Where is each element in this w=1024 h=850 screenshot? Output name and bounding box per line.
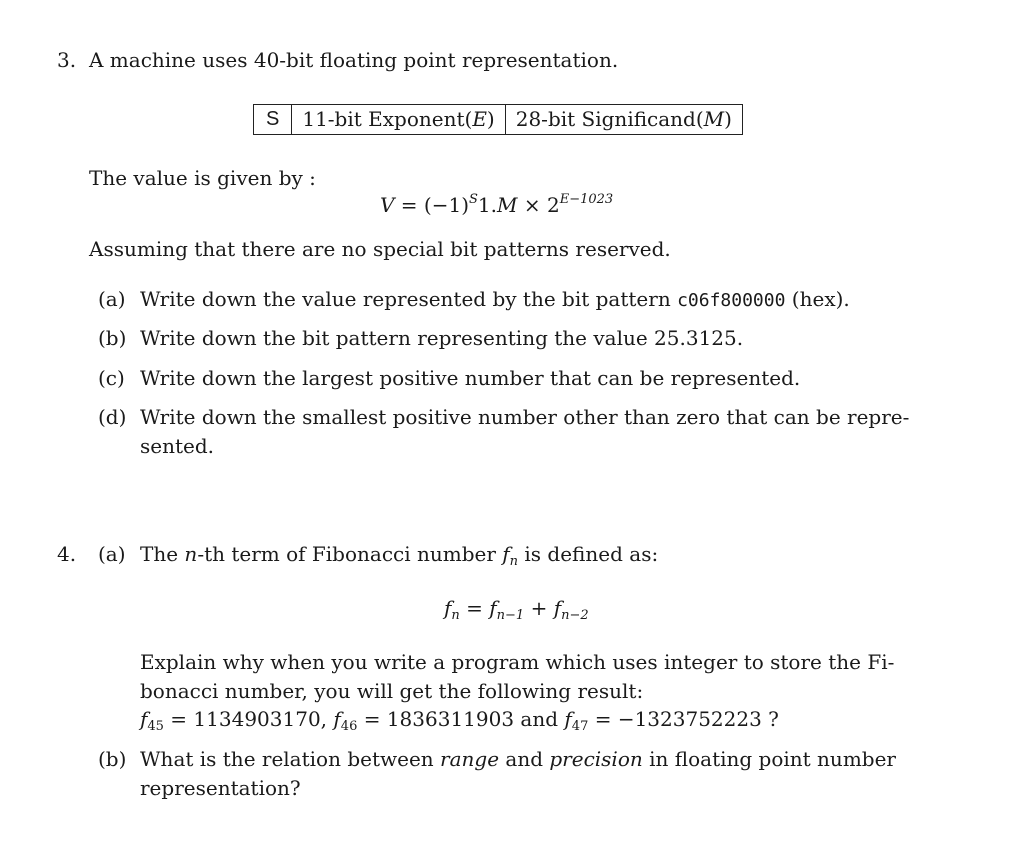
part-d-text-line1: Write down the smallest positive number other than zero that can be repre- [140, 405, 910, 429]
part-d-text-line2: sented. [140, 434, 215, 458]
q4a-label: (a) [98, 542, 126, 566]
part-c-label: (c) [98, 366, 125, 390]
value-text: The value is given by : [89, 166, 316, 190]
part-a-label: (a) [98, 287, 126, 311]
q4b-text-line1: What is the relation between range and precision in floating point number [140, 747, 896, 771]
q4-number: 4. [57, 542, 77, 566]
part-a-text: Write down the value represented by the bit pattern c06f800000 (hex). [140, 287, 850, 311]
format-sign-cell: S [254, 105, 292, 135]
fibonacci-formula: $f_n = f_{n-1} + f_{n-2}$ [444, 596, 589, 623]
part-b-label: (b) [98, 326, 127, 350]
assumption-text: Assuming that there are no special bit patterns reserved. [89, 237, 671, 261]
format-exponent-cell: 11-bit Exponent(E) [292, 105, 505, 135]
format-significand-cell: 28-bit Significand(M) [505, 105, 742, 135]
q4a-result: $f_{45} = 1134903170$, $f_{46} = 1836311903$ and $f_{47} = -1323752223$ ? [140, 707, 779, 734]
q4b-label: (b) [98, 747, 127, 771]
part-b-text: Write down the bit pattern representing the value 25.3125. [140, 326, 744, 350]
part-c-text: Write down the largest positive number that can be represented. [140, 366, 801, 390]
q4a-intro: The n-th term of Fibonacci number $f_n$ is defined as: [140, 542, 659, 569]
q4b-text-line2: representation? [140, 776, 301, 800]
q4a-explain-line2: bonacci number, you will get the following result: [140, 679, 644, 703]
part-d-label: (d) [98, 405, 127, 429]
q4a-explain-line1: Explain why when you write a program which uses integer to store the Fi- [140, 650, 895, 674]
format-table [253, 104, 743, 135]
value-formula: $V = (-1)^S1.M \times 2^{E-1023}$ [380, 192, 614, 217]
q3-intro: A machine uses 40-bit floating point representation. [89, 48, 619, 72]
q3-number: 3. [57, 48, 77, 72]
